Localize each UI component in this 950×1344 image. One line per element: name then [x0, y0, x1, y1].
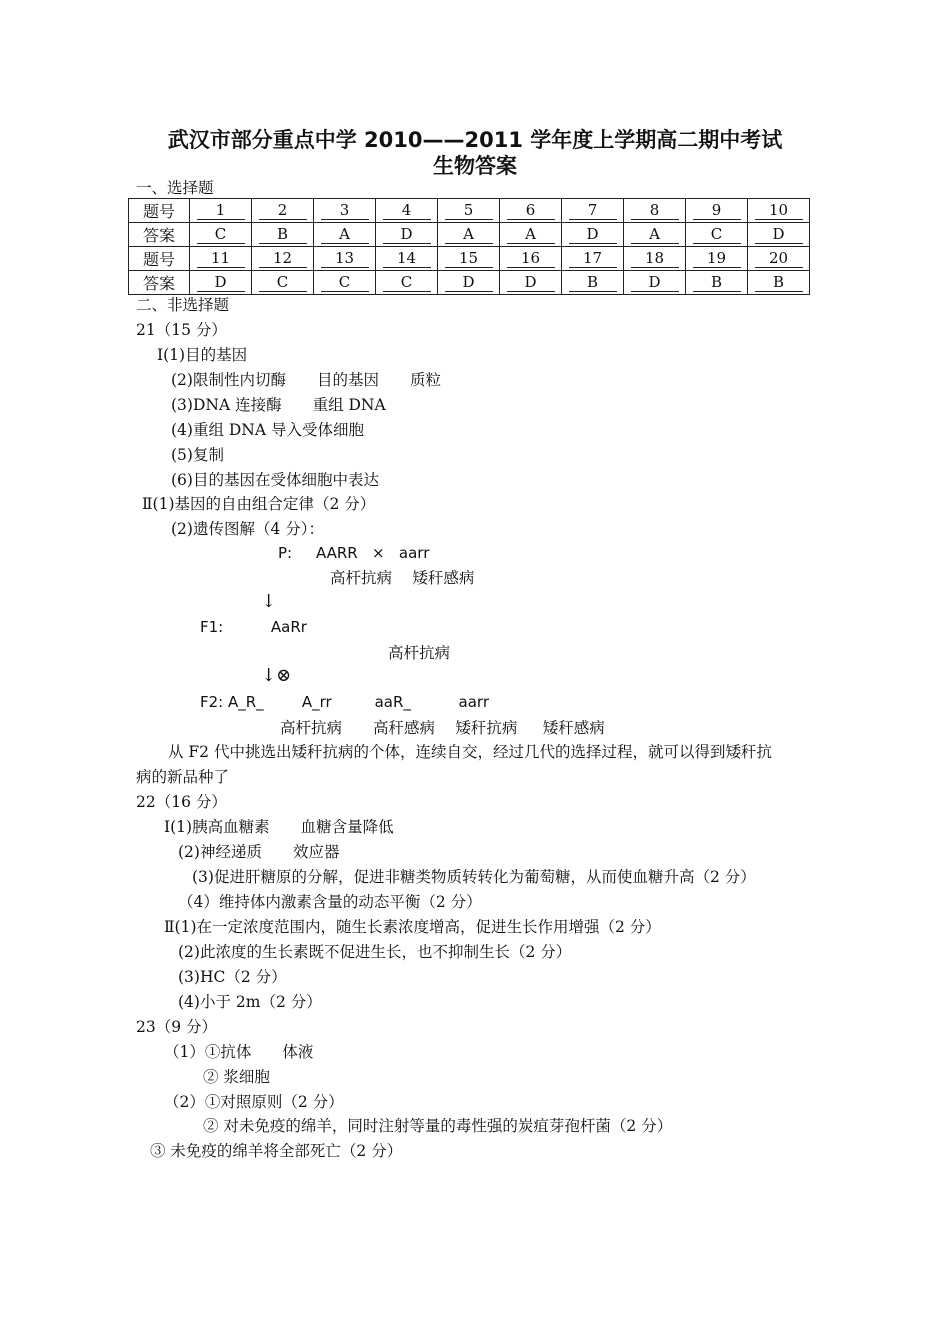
table-row — [129, 199, 810, 223]
table-row — [129, 271, 810, 295]
cell-value: A — [445, 225, 493, 244]
cell-value: 20 — [755, 249, 803, 268]
table-cell — [748, 247, 810, 271]
table-cell — [438, 247, 500, 271]
q22-heading: 22（16 分） — [136, 793, 227, 811]
answer-table — [128, 198, 810, 295]
cell-value: 2 — [259, 201, 307, 220]
table-cell — [624, 199, 686, 223]
q21-i6: (6)目的基因在受体细胞中表达 — [171, 471, 379, 489]
row-label: 答案 — [129, 223, 190, 247]
cell-value: 16 — [507, 249, 555, 268]
q22-i2: (2)神经递质 效应器 — [178, 843, 340, 861]
table-cell — [500, 247, 562, 271]
q21-i4: (4)重组 DNA 导入受体细胞 — [171, 421, 364, 439]
table-cell — [748, 199, 810, 223]
cell-value: 4 — [383, 201, 431, 220]
cell-value: 5 — [445, 201, 493, 220]
q23-a2: ② 浆细胞 — [203, 1068, 270, 1086]
arrow-down-icon: ↓ — [261, 591, 277, 612]
table-cell — [686, 247, 748, 271]
section-2-heading: 二、非选择题 — [136, 296, 230, 314]
table-cell — [376, 247, 438, 271]
table-cell — [438, 199, 500, 223]
table-cell — [314, 271, 376, 295]
cell-value: 8 — [631, 201, 679, 220]
table-cell — [500, 199, 562, 223]
table-cell — [748, 223, 810, 247]
table-cell — [748, 271, 810, 295]
title-line-2: 生物答案 — [433, 154, 517, 178]
q21-i2: (2)限制性内切酶 目的基因 质粒 — [171, 371, 441, 389]
cell-value: A — [631, 225, 679, 244]
cell-value: 18 — [631, 249, 679, 268]
q21-i5: (5)复制 — [171, 446, 224, 464]
table-cell — [562, 271, 624, 295]
cell-value: C — [693, 225, 741, 244]
cell-value: 6 — [507, 201, 555, 220]
table-cell — [624, 271, 686, 295]
cell-value: D — [631, 273, 679, 292]
title-line-1: 武汉市部分重点中学 2010——2011 学年度上学期高二期中考试 — [167, 128, 783, 152]
genetic-f1-phenotype: 高杆抗病 — [388, 644, 451, 662]
cell-value: 19 — [693, 249, 741, 268]
q21-ii2: (2)遗传图解（4 分）： — [171, 520, 324, 538]
cell-value: C — [321, 273, 369, 292]
table-cell — [438, 271, 500, 295]
cell-value: 10 — [755, 201, 803, 220]
q22-i4: （4）维持体内激素含量的动态平衡（2 分） — [178, 893, 482, 911]
cell-value: 17 — [569, 249, 617, 268]
table-row — [129, 247, 810, 271]
cell-value: B — [755, 273, 803, 292]
cell-value: 11 — [197, 249, 245, 268]
cell-value: 12 — [259, 249, 307, 268]
table-cell — [190, 223, 252, 247]
cell-value: 3 — [321, 201, 369, 220]
q21-i3: (3)DNA 连接酶 重组 DNA — [171, 396, 386, 414]
cell-value: 13 — [321, 249, 369, 268]
row-label: 题号 — [129, 199, 190, 223]
cell-value: 9 — [693, 201, 741, 220]
table-cell — [252, 223, 314, 247]
table-cell — [376, 223, 438, 247]
table-cell — [562, 247, 624, 271]
table-cell — [376, 199, 438, 223]
table-cell — [252, 247, 314, 271]
cell-value: D — [755, 225, 803, 244]
table-cell — [252, 271, 314, 295]
table-cell — [190, 271, 252, 295]
table-cell — [190, 199, 252, 223]
table-cell — [500, 271, 562, 295]
section-1-heading: 一、选择题 — [136, 179, 214, 197]
q22-i3: (3)促进肝糖原的分解，促进非糖类物质转转化为葡萄糖，从而使血糖升高（2 分） — [192, 868, 756, 886]
table-cell — [624, 247, 686, 271]
cell-value: C — [259, 273, 307, 292]
row-label: 题号 — [129, 247, 190, 271]
cell-value: 14 — [383, 249, 431, 268]
table-cell — [686, 223, 748, 247]
q22-ii3: (3)HC（2 分） — [178, 968, 287, 986]
table-cell — [624, 223, 686, 247]
cell-value: C — [197, 225, 245, 244]
genetic-f2-line: F2: A_R_ A_rr aaR_ aarr — [200, 693, 490, 711]
q21-ii1: Ⅱ(1)基因的自由组合定律（2 分） — [142, 495, 376, 513]
table-cell — [252, 199, 314, 223]
table-cell — [190, 247, 252, 271]
cell-value: B — [259, 225, 307, 244]
q22-ii2: (2)此浓度的生长素既不促进生长，也不抑制生长（2 分） — [178, 943, 572, 961]
q21-conclusion-2: 病的新品种了 — [136, 768, 230, 786]
table-cell — [562, 223, 624, 247]
table-cell — [314, 199, 376, 223]
table-row — [129, 223, 810, 247]
table-cell — [438, 223, 500, 247]
cell-value: B — [569, 273, 617, 292]
table-cell — [314, 223, 376, 247]
q23-b2: ② 对未免疫的绵羊，同时注射等量的毒性强的炭疽芽孢杆菌（2 分） — [203, 1117, 673, 1135]
row-label: 答案 — [129, 271, 190, 295]
table-cell — [562, 199, 624, 223]
cell-value: D — [569, 225, 617, 244]
cell-value: A — [507, 225, 555, 244]
q21-conclusion-1: 从 F2 代中挑选出矮秆抗病的个体，连续自交，经过几代的选择过程，就可以得到矮秆抗 — [168, 743, 772, 761]
q22-ii1: Ⅱ(1)在一定浓度范围内，随生长素浓度增高，促进生长作用增强（2 分） — [164, 918, 661, 936]
table-cell — [376, 271, 438, 295]
cell-value: 7 — [569, 201, 617, 220]
q21-heading: 21（15 分） — [136, 321, 227, 339]
q21-i1: Ⅰ(1)目的基因 — [157, 346, 248, 364]
cell-value: 1 — [197, 201, 245, 220]
cell-value: 15 — [445, 249, 493, 268]
q23-heading: 23（9 分） — [136, 1018, 218, 1036]
genetic-f2-phenotypes: 高杆抗病 高秆感病 矮秆抗病 矮秆感病 — [280, 719, 605, 737]
genetic-f1-line: F1: AaRr — [200, 618, 307, 636]
table-cell — [500, 223, 562, 247]
arrow-selfing-icon: ↓⊗ — [261, 665, 292, 686]
cell-value: D — [445, 273, 493, 292]
table-cell — [686, 271, 748, 295]
q22-i1: Ⅰ(1)胰高血糖素 血糖含量降低 — [164, 818, 394, 836]
genetic-p-line: P: AARR × aarr — [278, 544, 430, 562]
table-cell — [686, 199, 748, 223]
q23-b3: ③ 未免疫的绵羊将全部死亡（2 分） — [150, 1142, 403, 1160]
cell-value: A — [321, 225, 369, 244]
cell-value: B — [693, 273, 741, 292]
cell-value: D — [197, 273, 245, 292]
genetic-p-phenotypes: 高杆抗病 矮秆感病 — [330, 569, 475, 587]
q22-ii4: (4)小于 2m（2 分） — [178, 993, 322, 1011]
q23-a1: （1）①抗体 体液 — [164, 1043, 314, 1061]
table-cell — [314, 247, 376, 271]
cell-value: C — [383, 273, 431, 292]
q23-b1: （2）①对照原则（2 分） — [164, 1093, 344, 1111]
cell-value: D — [383, 225, 431, 244]
cell-value: D — [507, 273, 555, 292]
